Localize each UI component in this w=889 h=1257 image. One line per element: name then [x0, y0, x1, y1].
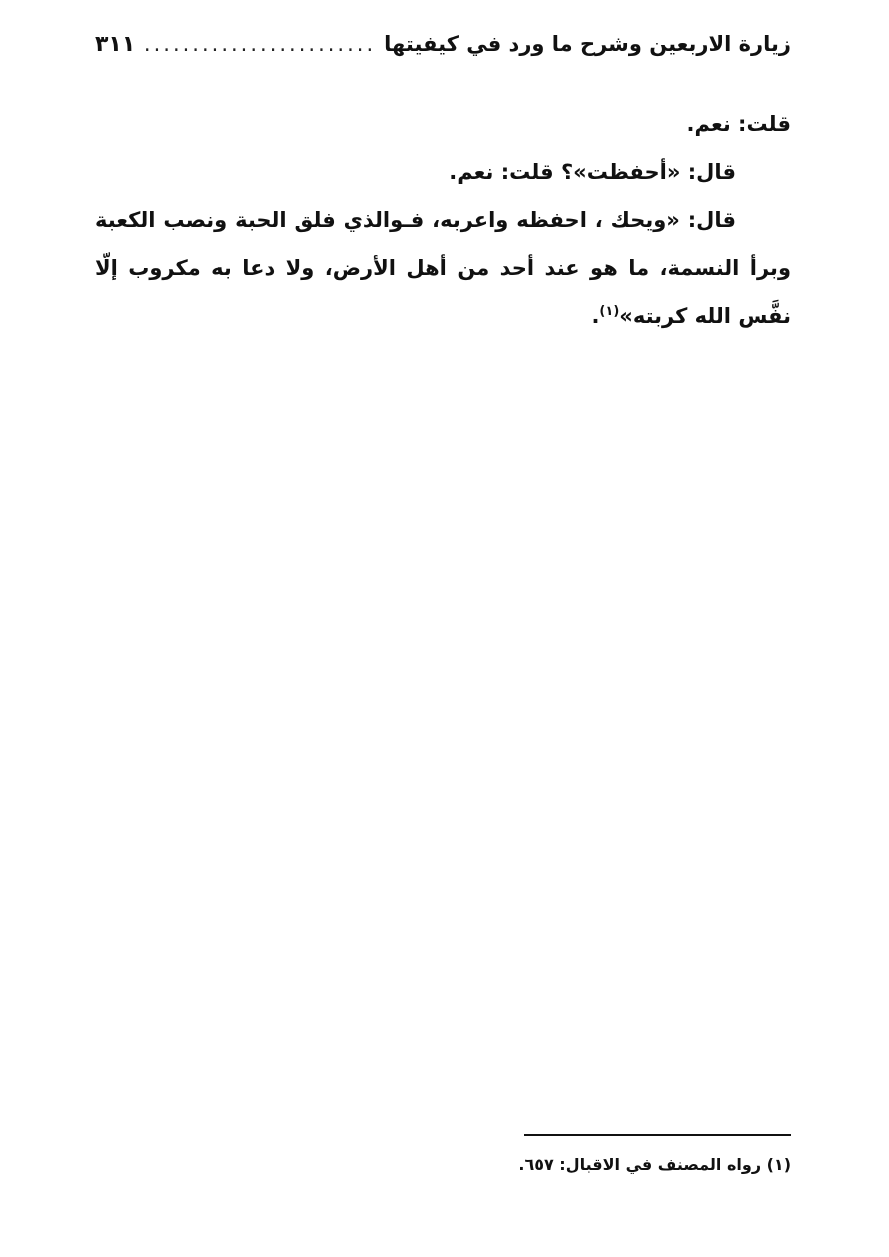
header-title: زيارة الاربعين وشرح ما ورد في كيفيتها: [384, 32, 791, 56]
running-header: [95, 32, 791, 68]
footnote-divider: [524, 1134, 791, 1136]
footnote-reference: (١): [599, 304, 620, 319]
body-line-2: قال: «أحفظت»؟ قلت: نعم.: [449, 160, 736, 184]
body-text: [95, 100, 791, 340]
paragraph-3-end: .: [591, 304, 600, 328]
body-paragraph-3: [95, 196, 791, 340]
body-line-1: قلت: نعم.: [686, 112, 791, 136]
dotted-leader: [143, 32, 376, 56]
page-number: ٣١١: [95, 32, 136, 57]
paragraph-3-text: قال: «ويحك ، احفظه واعربه، فـوالذي فلق الحبة ونصب الكعبة وبرأ النسمة، ما هو عند أحد من أهل الأرض، ولا دعا به مكروب إلّا نفَّس الله كربته»: [95, 208, 791, 328]
footnote: (١) رواه المصنف في الاقبال: ٦٥٧.: [518, 1155, 791, 1174]
